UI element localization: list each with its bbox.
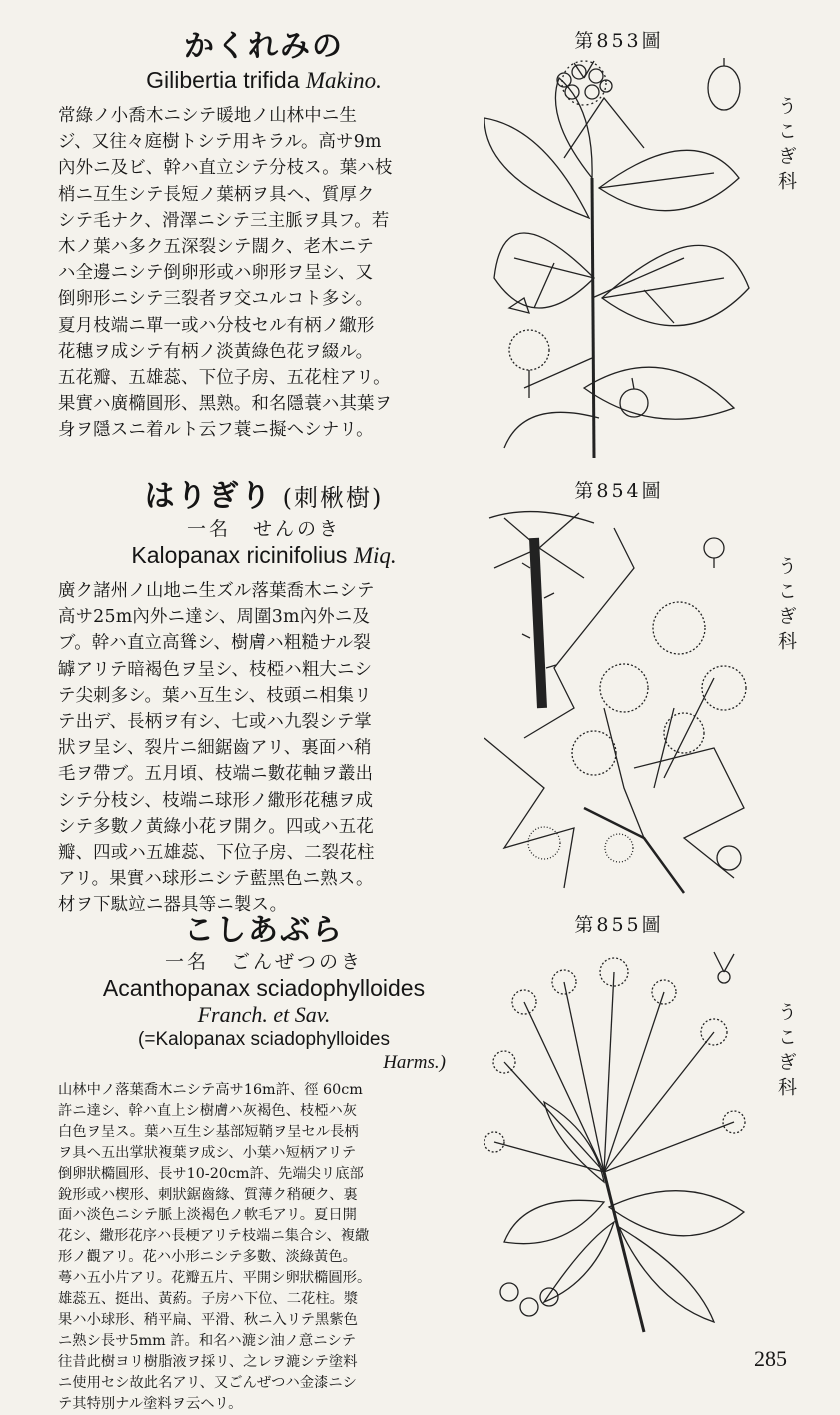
description-line: 狀ヲ呈シ、裂片ニ細鋸齒アリ、裏面ハ稍 <box>58 738 372 759</box>
description-line: 許ニ達シ、幹ハ直上シ樹膚ハ灰褐色、枝椏ハ灰 <box>58 1102 358 1119</box>
alternate-name: 一名 せんのき <box>186 518 341 540</box>
description-line: 白色ヲ呈ス。葉ハ互生シ基部短鞘ヲ呈セル長柄 <box>58 1123 359 1140</box>
description-line: 毛ヲ帶ブ。五月頃、枝端ニ數花軸ヲ叢出 <box>58 764 374 785</box>
scientific-binomial: Kalopanax ricinifolius <box>131 542 348 568</box>
scientific-name: Acanthopanax sciadophylloides <box>102 975 426 1001</box>
description-line: 銳形或ハ楔形、刺狀鋸齒緣、質薄ク稍硬ク、裏 <box>58 1186 358 1203</box>
description-line: テ其特別ナル塗料ヲ云ヘリ。 <box>58 1395 243 1412</box>
scientific-author: Franch. et Sav. <box>197 1002 331 1027</box>
description-line: 花シ、繖形花序ハ長梗アリテ枝端ニ集合シ、複繖 <box>58 1228 370 1245</box>
description-line: 罅アリテ暗褐色ヲ呈シ、枝椏ハ粗大ニシ <box>58 659 373 680</box>
figure-number: 第855圖 <box>574 914 664 936</box>
description-line: 倒卵狀橢圓形、長サ10-20cm許、先端尖リ底部 <box>58 1165 364 1182</box>
description-line: 倒卵形ニシテ三裂者ヲ交ユルコト多シ。 <box>58 289 374 310</box>
entry-text <box>58 478 470 919</box>
synonym: (=Kalopanax sciadophylloides <box>138 1029 390 1050</box>
scientific-name <box>58 541 470 570</box>
description-line: 果實ハ廣橢圓形、黑熟。和名隱蓑ハ其葉ヲ <box>58 394 393 415</box>
description-line: 果ハ小球形、稍平扁、平滑、秋ニ入リテ黑紫色 <box>58 1311 358 1328</box>
japanese-name: はりぎり <box>144 479 273 514</box>
description-line: 夏月枝端ニ單一或ハ分枝セル有柄ノ繖形 <box>58 315 375 336</box>
entry-text <box>58 28 470 444</box>
description-line: シテ毛ナク、滑澤ニシテ三主脈ヲ具フ。若 <box>58 210 390 231</box>
description-line: ハ全邊ニシテ倒卵形或ハ卵形ヲ呈シ、又 <box>58 263 374 284</box>
description-line: ジ、又往々庭樹トシテ用キラル。高サ9m <box>58 132 382 153</box>
family-label: うこぎ科 <box>775 1002 797 1102</box>
description-line: ブ。幹ハ直立高聳シ、樹膚ハ粗糙ナル裂 <box>58 633 371 654</box>
description-line: ヲ具ヘ五出掌狀複葉ヲ成シ、小葉ハ短柄アリテ <box>58 1144 357 1161</box>
scientific-name <box>58 66 470 95</box>
description-line: テ尖刺多シ。葉ハ互生シ、枝頭ニ相集リ <box>58 685 372 706</box>
japanese-name: かくれみの <box>184 29 344 64</box>
description-line: 材ヲ下駄竝ニ器具等ニ製ス。 <box>58 895 288 916</box>
description-line: 往昔此樹ヨリ樹脂液ヲ採リ、之レヲ漉シテ塗料 <box>58 1353 358 1370</box>
description-line: 蕚ハ五小片アリ。花瓣五片、平開シ卵狀橢圓形。 <box>58 1270 372 1287</box>
figure-column <box>484 478 754 898</box>
description-line: 高サ25m內外ニ達シ、周圍3m內外ニ及 <box>58 607 371 628</box>
description-line: 面ハ淡色ニシテ脈上淡褐色ノ軟毛アリ。夏日開 <box>58 1207 357 1224</box>
description-line: 山林中ノ落葉喬木ニシテ高サ16m許、徑 60cm <box>58 1082 363 1098</box>
scientific-author: Makino. <box>305 68 382 93</box>
description-line: 形ノ觀アリ。花ハ小形ニシテ多數、淡綠黃色。 <box>58 1249 357 1266</box>
figure-column <box>484 912 754 1342</box>
alternate-name: 一名 ごんぜつのき <box>164 951 363 973</box>
description-line: シテ多數ノ黃綠小花ヲ開ク。四或ハ五花 <box>58 816 374 837</box>
plant-illustration <box>484 942 754 1342</box>
description <box>58 578 470 919</box>
description-line: 雄蕊五、挺出、黃葯。子房ハ下位、二花柱。漿 <box>58 1291 359 1308</box>
description-line: テ出デ、長柄ヲ有シ、七或ハ九裂シテ掌 <box>58 712 373 733</box>
page-number: 285 <box>754 1346 787 1371</box>
entry-kakuremino <box>0 28 840 468</box>
figure-number: 第854圖 <box>574 480 664 502</box>
plant-illustration <box>484 58 754 458</box>
description-line: ニ使用セシ故此名アリ、又ごんぜつハ金漆ニシ <box>58 1374 357 1391</box>
scientific-binomial: Gilibertia trifida <box>146 67 300 93</box>
japanese-name: こしあぶら <box>184 913 344 948</box>
japanese-name-line <box>58 478 470 517</box>
family-label: うこぎ科 <box>775 96 797 196</box>
plant-illustration <box>484 508 754 898</box>
synonym-author: Harms.) <box>383 1052 446 1073</box>
entry-text <box>58 912 470 1415</box>
description-line: 廣ク諸州ノ山地ニ生ズル落葉喬木ニシテ <box>58 581 375 601</box>
description-line: 五花瓣、五雄蕊、下位子房、五花柱アリ。 <box>58 368 391 389</box>
description-line: 木ノ葉ハ多ク五深裂シテ闊ク、老木ニテ <box>58 237 374 258</box>
description-line: シテ分枝シ、枝端ニ球形ノ繖形花穗ヲ成 <box>58 790 374 811</box>
kanji-name: (刺楸樹) <box>282 484 384 512</box>
description-line: アリ。果實ハ球形ニシテ藍黑色ニ熟ス。 <box>58 869 374 890</box>
family-label: うこぎ科 <box>775 556 797 656</box>
entry-koshiabura <box>0 912 840 1412</box>
entry-harigiri <box>0 478 840 916</box>
description-line: 花穗ヲ成シテ有柄ノ淡黃綠色花ヲ綴ル。 <box>58 341 374 362</box>
scientific-author: Miq. <box>353 543 397 568</box>
description-line: 梢ニ互生シテ長短ノ葉柄ヲ具ヘ、質厚ク <box>58 184 375 205</box>
description-line: 瓣、四或ハ五雄蕊、下位子房、二裂花柱 <box>58 843 375 864</box>
description-line: 內外ニ及ビ、幹ハ直立シテ分枝ス。葉ハ枝 <box>58 158 393 179</box>
description-line: 常綠ノ小喬木ニシテ暖地ノ山林中ニ生 <box>58 106 358 126</box>
description <box>58 103 470 444</box>
figure-number: 第853圖 <box>574 30 664 52</box>
description-line: 身ヲ隱スニ着ルト云フ蓑ニ擬ヘシナリ。 <box>58 420 374 441</box>
figure-column <box>484 28 754 458</box>
description-line: ニ熟シ長サ5mm 許。和名ハ漉シ油ノ意ニシテ <box>58 1332 357 1349</box>
description <box>58 1080 470 1415</box>
